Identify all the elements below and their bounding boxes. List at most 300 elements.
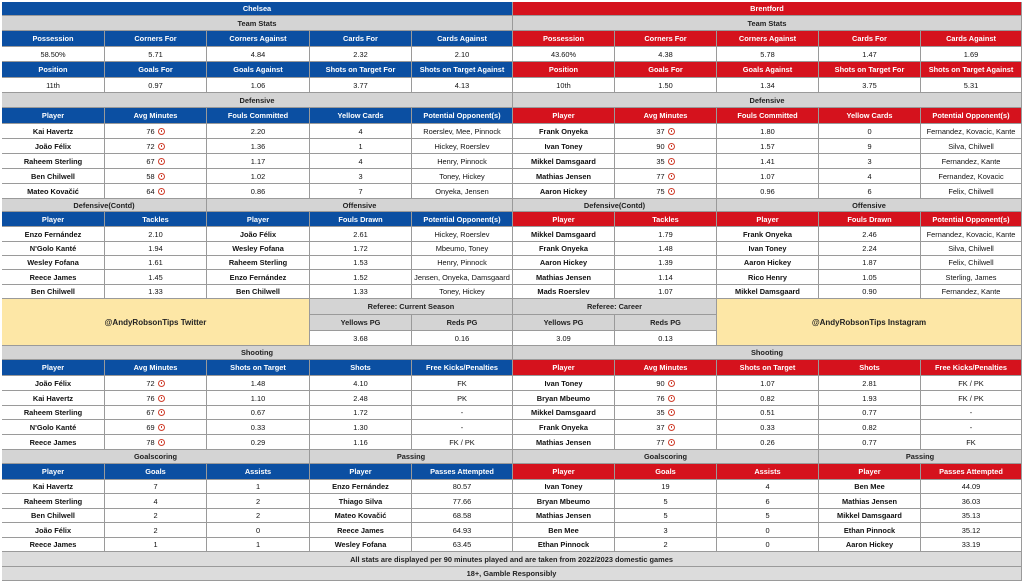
home-offensive-row-cell <box>207 256 310 270</box>
home-team-title <box>2 2 513 16</box>
away-defensive-row-cell-text: 4 <box>867 171 872 181</box>
stopwatch-icon <box>158 188 165 195</box>
away-defensive-row-cell-text: Frank Onyeka <box>539 126 588 136</box>
home-shooting-row-cell-text: 76 <box>146 393 155 403</box>
away-team_stats-headers_row2-header <box>615 62 717 78</box>
home-tackles-row-cell <box>105 285 207 299</box>
away-shooting-headers-header <box>615 360 717 376</box>
home-defensive-row-cell <box>310 169 412 184</box>
home-shooting-row-cell <box>2 406 105 420</box>
away-shooting-row-cell <box>717 406 819 420</box>
away-offensive-row-cell <box>819 242 921 256</box>
away-defensive-row-cell <box>513 154 615 169</box>
home-offensive-row-cell-text: 2.61 <box>353 229 368 239</box>
home-shooting-row-cell-text: PK <box>457 393 467 403</box>
home-team-stat-value <box>105 78 207 93</box>
referee-career-title-text: Referee: Career <box>586 302 643 311</box>
home-passing-row-cell-text: 77.66 <box>452 496 472 506</box>
away-shooting-row-cell-text: 37 <box>656 422 665 432</box>
referee-current-title-text: Referee: Current Season <box>367 302 455 311</box>
away-defensive-headers-header <box>513 108 615 124</box>
home-shooting-headers-header <box>207 360 310 376</box>
away-defensive-row-cell <box>717 169 819 184</box>
away-shooting-row-cell <box>513 420 615 435</box>
home-defensive-row-cell-text: Kai Havertz <box>32 126 74 136</box>
home-team_stats-headers_row1-header <box>207 31 310 47</box>
away-shooting-title <box>513 346 1022 360</box>
home-defensive-headers-header <box>2 108 105 124</box>
home-defensive-row-cell <box>412 139 513 154</box>
away-offensive-row-cell <box>717 242 819 256</box>
away-team-stat-value-text: 4.38 <box>658 49 673 59</box>
away-goalscoring-headers-header <box>513 464 615 480</box>
home-offensive-headers-header-text: Fouls Drawn <box>338 214 383 224</box>
away-goalscoring-row-cell-text: Ivan Toney <box>544 482 583 491</box>
home-goalscoring-row-cell <box>105 523 207 538</box>
home-defensive-row-cell-text: 67 <box>146 156 155 166</box>
home-goalscoring-headers-header-text: Goals <box>145 467 166 476</box>
home-goalscoring-row-cell <box>2 509 105 523</box>
home-passing-row-cell <box>310 494 412 509</box>
away-defensive-headers-header <box>615 108 717 124</box>
home-shooting-row-cell-text: 0.29 <box>250 437 266 447</box>
home-defensive-row-cell-text: 58 <box>146 171 155 181</box>
home-shooting-headers-header-text: Player <box>41 363 65 372</box>
away-tackles-row-cell <box>615 285 717 299</box>
away-defensive-row-cell <box>615 139 717 154</box>
home-goalscoring-row-cell-text: 2 <box>153 511 158 520</box>
home-offensive-row-cell-text: 1.33 <box>353 287 368 296</box>
home-team-stat-value-text: 4.13 <box>454 80 470 90</box>
away-shooting-row-cell-text: 0.33 <box>760 422 775 432</box>
home-defensive-headers-header <box>310 108 412 124</box>
away-shooting-headers-header <box>717 360 819 376</box>
away-passing-row-cell-text: Aaron Hickey <box>845 540 894 549</box>
home-team-stat-value-text: 2.32 <box>353 49 368 59</box>
away-defensive-row-cell <box>921 184 1022 199</box>
home-defensive-row-cell-text: 0.86 <box>250 186 266 196</box>
away-team-stat-value-text: 1.69 <box>963 49 979 59</box>
away-team-stat-value <box>513 47 615 62</box>
away-offensive-row-cell-text: 2.24 <box>862 244 877 253</box>
home-defensive-headers-header-text: Fouls Committed <box>227 111 289 120</box>
away-offensive-row-cell-text: 1.87 <box>862 258 877 267</box>
away-team_stats-headers_row1-header <box>717 31 819 47</box>
home-defensive-row-cell-text: 2.20 <box>250 126 266 136</box>
home-team_stats-headers_row1-header <box>412 31 513 47</box>
stopwatch-icon <box>668 395 675 402</box>
home-shooting-row-cell-text: Raheem Sterling <box>23 408 83 417</box>
home-tackles-row-cell-text: Wesley Fofana <box>27 258 79 267</box>
away-defensive-row-cell-text: Mathias Jensen <box>535 171 592 181</box>
home-shooting-row-cell <box>105 420 207 435</box>
away-tackles-headers-header <box>615 212 717 227</box>
home-tackles-row-cell <box>2 270 105 285</box>
home-defensive-row-cell-text: Roerslev, Mee, Pinnock <box>423 126 501 136</box>
away-defensive-title-text: Defensive <box>749 95 785 105</box>
away-shooting-row-cell-text: 0.77 <box>862 408 877 417</box>
away-defensive-row-cell <box>921 154 1022 169</box>
home-team-stat-value-text: 5.71 <box>148 49 163 59</box>
away-tackles-row-cell-text: 1.07 <box>658 287 673 296</box>
home-goalscoring-row-cell-text: Ben Chilwell <box>31 511 75 520</box>
away-team_stats-headers_row1-header-text: Cards For <box>852 34 887 43</box>
away-goalscoring-row-cell-text: Bryan Mbeumo <box>536 496 591 506</box>
home-team_stats-headers_row1-header-text: Possession <box>32 34 74 43</box>
stats-sheet <box>2 2 1022 581</box>
away-defensive-row-cell <box>615 154 717 169</box>
home-tackles-row-cell <box>105 270 207 285</box>
home-team_stats-headers_row2-header-text: Position <box>38 65 68 74</box>
referee-career-reds-label-text: Reds PG <box>650 318 681 327</box>
away-passing-row-cell-text: Ben Mee <box>854 482 885 491</box>
away-shooting-row-cell <box>615 420 717 435</box>
home-defensive-row-cell-text: 7 <box>358 186 363 196</box>
away-passing-headers-header <box>819 464 921 480</box>
away-defensive-headers-header-text: Fouls Committed <box>737 111 798 120</box>
home-team_stats-headers_row1-header <box>2 31 105 47</box>
home-team-title-text: Chelsea <box>242 4 272 13</box>
away-team-stat-value <box>717 47 819 62</box>
home-goalscoring-row-cell <box>105 538 207 552</box>
referee-career-yellows-label <box>513 315 615 331</box>
home-team-stat-value <box>105 47 207 62</box>
home-tackles-row-cell-text: 2.10 <box>148 229 163 239</box>
home-defensive-row-cell <box>2 184 105 199</box>
away-passing-row-cell-text: Mikkel Damsgaard <box>837 511 902 520</box>
home-shooting-row-cell <box>207 420 310 435</box>
away-goalscoring-row-cell-text: 2 <box>663 540 668 549</box>
home-shooting-row-cell-text: - <box>460 408 464 417</box>
away-offensive-row-cell-text: Ivan Toney <box>748 244 787 253</box>
away-shooting-row-cell <box>513 406 615 420</box>
home-defensive-contd-title-text: Defensive(Contd) <box>73 200 135 210</box>
home-shooting-row-cell <box>105 391 207 406</box>
away-goalscoring-headers-header-text: Goals <box>655 467 676 476</box>
away-team_stats-headers_row1-header <box>615 31 717 47</box>
home-defensive-row-cell-text: Ben Chilwell <box>31 171 75 181</box>
home-shooting-row-cell <box>105 376 207 391</box>
home-shooting-headers-header-text: Shots on Target <box>230 363 286 372</box>
home-passing-row-cell <box>412 523 513 538</box>
home-passing-row-cell-text: Wesley Fofana <box>334 540 387 549</box>
away-tackles-row-cell-text: 1.14 <box>658 272 673 282</box>
away-team_stats-headers_row1-header-text: Corners Against <box>738 34 797 43</box>
away-offensive-row-cell-text: 2.46 <box>862 229 877 239</box>
away-defensive-row-cell-text: 90 <box>656 141 665 151</box>
home-goalscoring-row-cell <box>105 509 207 523</box>
home-goalscoring-row-cell-text: 7 <box>153 482 158 491</box>
home-offensive-row-cell <box>310 227 412 242</box>
away-defensive-row-cell <box>717 124 819 139</box>
home-shooting-title-text: Shooting <box>240 348 274 357</box>
home-team-stat-value <box>310 78 412 93</box>
away-defensive-headers-header <box>921 108 1022 124</box>
away-offensive-row-cell <box>921 227 1022 242</box>
home-offensive-row-cell-text: Enzo Fernández <box>229 272 287 282</box>
away-shooting-row-cell <box>921 376 1022 391</box>
away-passing-row-cell-text: 35.13 <box>961 511 981 520</box>
away-team-stat-value-text: 1.50 <box>658 80 673 90</box>
away-shooting-headers-header <box>513 360 615 376</box>
away-shooting-row-cell-text: Ivan Toney <box>544 378 583 388</box>
home-defensive-row-cell <box>412 169 513 184</box>
home-team_stats-headers_row2-header <box>105 62 207 78</box>
home-team_stats-headers_row1-header <box>310 31 412 47</box>
away-shooting-row-cell <box>819 376 921 391</box>
home-team_stats-headers_row1-header <box>105 31 207 47</box>
home-tackles-row-cell <box>105 242 207 256</box>
referee-career-title <box>513 299 717 315</box>
home-passing-row-cell-text: Thiago Silva <box>338 496 383 506</box>
home-defensive-row-cell <box>207 139 310 154</box>
away-goalscoring-headers-header-text: Player <box>552 467 575 476</box>
home-shooting-row-cell-text: Reece James <box>29 437 77 447</box>
away-defensive-headers-header-text: Yellow Cards <box>846 111 893 120</box>
home-goalscoring-row-cell-text: 2 <box>153 525 158 535</box>
away-offensive-row-cell-text: Sterling, James <box>945 272 997 282</box>
home-shooting-row-cell <box>412 391 513 406</box>
away-goalscoring-row-cell <box>615 538 717 552</box>
away-defensive-row-cell-text: Fernandez, Kovacic, Kante <box>926 126 1016 136</box>
away-offensive-row-cell-text: Silva, Chilwell <box>948 244 994 253</box>
home-defensive-row-cell <box>105 124 207 139</box>
away-passing-headers-header-text: Passes Attempted <box>939 467 1003 476</box>
home-offensive-headers-header-text: Player <box>246 214 270 224</box>
away-tackles-row-cell-text: Frank Onyeka <box>539 244 588 253</box>
home-defensive-row-cell <box>105 184 207 199</box>
away-team_stats-headers_row2-header <box>921 62 1022 78</box>
away-passing-row-cell <box>819 523 921 538</box>
home-offensive-row-cell-text: Mbeumo, Toney <box>435 244 489 253</box>
away-shooting-row-cell <box>819 435 921 450</box>
away-goalscoring-row-cell-text: 4 <box>765 482 770 491</box>
away-defensive-row-cell-text: Ivan Toney <box>544 141 583 151</box>
home-defensive-contd-title <box>2 199 207 212</box>
away-tackles-row-cell-text: 1.39 <box>658 258 673 267</box>
home-tackles-row-cell <box>2 227 105 242</box>
home-shooting-row-cell <box>310 435 412 450</box>
home-offensive-row-cell <box>412 256 513 270</box>
home-passing-row-cell <box>310 523 412 538</box>
home-defensive-headers-header <box>412 108 513 124</box>
away-defensive-row-cell-text: 75 <box>656 186 665 196</box>
home-defensive-title <box>2 93 513 108</box>
stopwatch-icon <box>668 188 675 195</box>
away-goalscoring-row-cell <box>615 509 717 523</box>
away-shooting-row-cell <box>921 391 1022 406</box>
away-shooting-row-cell-text: 2.81 <box>862 378 877 388</box>
home-team-stat-value-text: 58.50% <box>40 49 66 59</box>
away-team_stats-headers_row1-header <box>921 31 1022 47</box>
home-shooting-row-cell-text: 2.48 <box>353 393 368 403</box>
home-offensive-row-cell <box>207 270 310 285</box>
home-tackles-headers-header-text: Tackles <box>142 214 169 224</box>
away-team_stats-headers_row2-header-text: Shots on Target Against <box>928 65 1014 74</box>
home-team_stats-headers_row2-header-text: Shots on Target For <box>325 65 396 74</box>
home-shooting-row-cell-text: 1.16 <box>353 437 368 447</box>
away-tackles-row-cell <box>615 227 717 242</box>
away-defensive-headers-header-text: Potential Opponent(s) <box>932 111 1010 120</box>
home-team_stats-headers_row1-header-text: Corners For <box>134 34 177 43</box>
home-team_stats-headers_row1-header-text: Cards For <box>343 34 378 43</box>
stopwatch-icon <box>668 424 675 431</box>
home-offensive-row-cell <box>207 285 310 299</box>
instagram-promo[interactable] <box>717 299 1022 346</box>
referee-current-yellows-label-text: Yellows PG <box>340 318 381 327</box>
away-offensive-headers-header <box>819 212 921 227</box>
home-defensive-row-cell <box>310 124 412 139</box>
home-shooting-row-cell <box>105 435 207 450</box>
home-goalscoring-row-cell <box>207 494 310 509</box>
away-defensive-row-cell-text: 0 <box>867 126 872 136</box>
away-defensive-row-cell <box>819 169 921 184</box>
home-shooting-title <box>2 346 513 360</box>
away-team_stats-headers_row2-header <box>717 62 819 78</box>
stopwatch-icon <box>668 128 675 135</box>
home-goalscoring-row-cell <box>207 480 310 494</box>
home-team-stat-value <box>2 47 105 62</box>
home-shooting-row-cell-text: 78 <box>146 437 155 447</box>
home-shooting-headers-header <box>105 360 207 376</box>
stopwatch-icon <box>158 380 165 387</box>
away-shooting-headers-header-text: Shots on Target <box>739 363 796 372</box>
stopwatch-icon <box>158 409 165 416</box>
away-passing-headers-header-text: Player <box>858 467 881 476</box>
home-team_stats-headers_row2-header-text: Goals For <box>138 65 173 74</box>
away-shooting-row-cell-text: 90 <box>656 378 665 388</box>
away-shooting-row-cell <box>921 406 1022 420</box>
away-goalscoring-row-cell-text: 3 <box>663 525 668 535</box>
away-team_stats-headers_row1-header <box>819 31 921 47</box>
home-shooting-row-cell <box>2 376 105 391</box>
away-offensive-title-text: Offensive <box>852 200 886 210</box>
home-offensive-row-cell-text: Toney, Hickey <box>439 287 485 296</box>
away-offensive-row-cell <box>717 227 819 242</box>
home-offensive-row-cell <box>207 242 310 256</box>
away-tackles-row-cell <box>513 242 615 256</box>
away-team-title <box>513 2 1022 16</box>
home-defensive-row-cell <box>105 139 207 154</box>
twitter-promo[interactable] <box>2 299 310 346</box>
away-shooting-row-cell-text: 77 <box>656 437 665 447</box>
away-goalscoring-row-cell <box>615 494 717 509</box>
home-shooting-row-cell <box>412 376 513 391</box>
away-defensive-row-cell-text: Aaron Hickey <box>539 186 588 196</box>
away-tackles-row-cell <box>615 242 717 256</box>
away-defensive-row-cell-text: Mikkel Damsgaard <box>531 156 596 166</box>
home-defensive-row-cell <box>207 169 310 184</box>
home-goalscoring-title <box>2 450 310 464</box>
away-offensive-row-cell-text: Aaron Hickey <box>743 258 792 267</box>
away-team-stat-value <box>513 78 615 93</box>
referee-current-reds-label <box>412 315 513 331</box>
away-shooting-row-cell <box>921 435 1022 450</box>
home-defensive-title-text: Defensive <box>239 95 275 105</box>
home-passing-headers-header <box>412 464 513 480</box>
home-team-stat-value-text: 4.84 <box>250 49 266 59</box>
home-team-stat-value-text: 3.77 <box>353 80 368 90</box>
away-passing-row-cell-text: 36.03 <box>961 496 981 506</box>
referee-career-reds-text: 0.13 <box>658 333 673 343</box>
away-offensive-row-cell <box>819 227 921 242</box>
home-goalscoring-row-cell-text: 0 <box>255 525 261 535</box>
home-defensive-row-cell <box>2 139 105 154</box>
away-passing-title-text: Passing <box>905 452 935 461</box>
home-defensive-headers-header <box>207 108 310 124</box>
away-defensive-row-cell <box>717 184 819 199</box>
stopwatch-icon <box>158 395 165 402</box>
away-offensive-title <box>717 199 1022 212</box>
home-passing-row-cell <box>412 509 513 523</box>
home-goalscoring-row-cell-text: Raheem Sterling <box>23 496 83 506</box>
away-tackles-row-cell <box>513 256 615 270</box>
home-offensive-headers-header-text: Potential Opponent(s) <box>423 214 501 224</box>
home-defensive-row-cell-text: João Félix <box>34 141 72 151</box>
home-defensive-row-cell <box>310 154 412 169</box>
stopwatch-icon <box>668 439 675 446</box>
home-tackles-row-cell-text: 1.94 <box>148 244 163 253</box>
away-shooting-row-cell <box>513 391 615 406</box>
home-team_stats-headers_row2-header <box>207 62 310 78</box>
home-shooting-row-cell <box>310 391 412 406</box>
home-shooting-row-cell-text: 1.48 <box>250 378 266 388</box>
home-shooting-headers-header <box>412 360 513 376</box>
away-offensive-row-cell <box>921 270 1022 285</box>
away-defensive-row-cell <box>615 184 717 199</box>
away-passing-row-cell-text: 35.12 <box>961 525 981 535</box>
home-offensive-row-cell <box>310 285 412 299</box>
away-defensive-row-cell-text: 6 <box>867 186 872 196</box>
away-defensive-row-cell-text: 1.80 <box>760 126 775 136</box>
home-offensive-row-cell-text: Jensen, Onyeka, Damsgaard <box>414 272 510 282</box>
away-defensive-row-cell-text: 77 <box>656 171 665 181</box>
home-offensive-row-cell <box>310 256 412 270</box>
home-goalscoring-row-cell-text: 1 <box>255 482 261 491</box>
away-shooting-row-cell <box>615 391 717 406</box>
home-tackles-row-cell-text: N'Golo Kanté <box>29 244 77 253</box>
away-defensive-headers-header-text: Avg Minutes <box>643 111 688 120</box>
home-team-stat-value <box>310 47 412 62</box>
away-goalscoring-row-cell <box>717 538 819 552</box>
away-shooting-row-cell <box>819 406 921 420</box>
home-shooting-row-cell <box>310 420 412 435</box>
away-tackles-row-cell-text: Mathias Jensen <box>535 272 592 282</box>
home-goalscoring-row-cell <box>2 494 105 509</box>
home-team-stat-value <box>412 78 513 93</box>
away-shooting-row-cell-text: FK <box>966 437 976 447</box>
away-goalscoring-row-cell <box>513 538 615 552</box>
home-offensive-row-cell <box>310 270 412 285</box>
away-shooting-title-text: Shooting <box>750 348 784 357</box>
away-goalscoring-row-cell <box>615 523 717 538</box>
home-defensive-row-cell <box>207 154 310 169</box>
away-team-stat-value-text: 5.31 <box>963 80 979 90</box>
away-shooting-row-cell-text: 1.93 <box>862 393 877 403</box>
away-team_stats-headers_row1-header <box>513 31 615 47</box>
away-team-stat-value <box>615 47 717 62</box>
away-offensive-row-cell <box>921 256 1022 270</box>
away-offensive-headers-header <box>717 212 819 227</box>
away-shooting-row-cell-text: 0.77 <box>862 437 877 447</box>
away-goalscoring-row-cell-text: 5 <box>765 511 770 520</box>
away-goalscoring-row-cell <box>717 523 819 538</box>
home-shooting-row-cell-text: FK <box>457 378 467 388</box>
away-team-stat-value-text: 43.60% <box>550 49 577 59</box>
away-offensive-row-cell-text: Frank Onyeka <box>743 229 792 239</box>
away-shooting-row-cell <box>717 391 819 406</box>
home-tackles-row-cell-text: 1.33 <box>148 287 163 296</box>
